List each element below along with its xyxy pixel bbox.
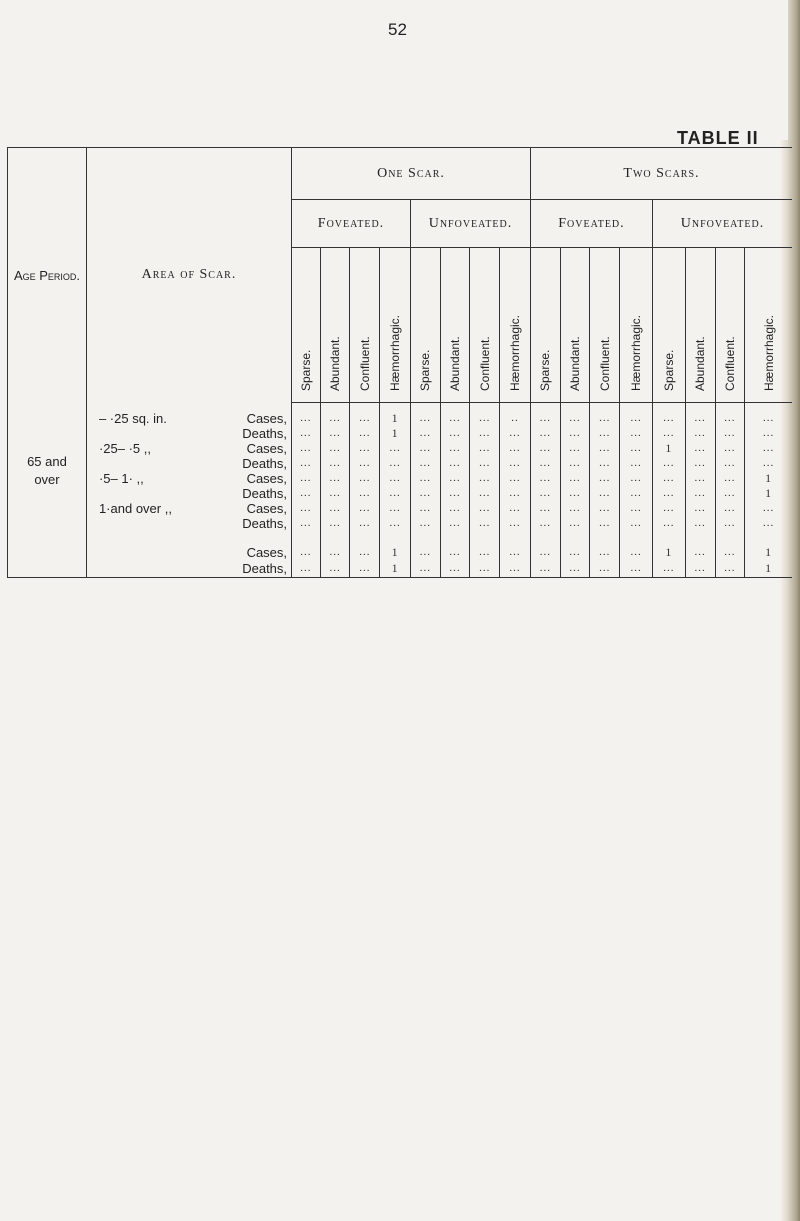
data-cell: ... bbox=[715, 426, 745, 441]
data-cell: ... bbox=[715, 501, 745, 516]
column-header bbox=[292, 248, 321, 403]
totals-cell: 1 bbox=[665, 545, 673, 559]
totals-cell: 1 bbox=[745, 561, 792, 578]
totals-kind-label: Cases, bbox=[246, 544, 288, 560]
data-cell: ... bbox=[620, 411, 653, 426]
data-cell: ... bbox=[560, 441, 590, 456]
data-cell: ... bbox=[300, 486, 312, 499]
column-header-label: Confluent. bbox=[597, 336, 612, 391]
data-cell: ... bbox=[300, 471, 312, 484]
data-cell: ... bbox=[620, 456, 653, 471]
data-cell: ... bbox=[470, 486, 500, 501]
totals-cell: ... bbox=[292, 561, 321, 578]
totals-cell: 1 bbox=[380, 561, 411, 578]
column-header bbox=[530, 248, 560, 403]
row-kind-label: Deaths, bbox=[242, 425, 288, 441]
row-kind-label: Cases, bbox=[246, 410, 288, 426]
totals-kind-label: Deaths, bbox=[242, 560, 288, 576]
data-cell: ... bbox=[440, 411, 470, 426]
column-header bbox=[320, 248, 350, 403]
row-kind-label: Deaths, bbox=[242, 515, 288, 531]
area-cell bbox=[86, 411, 291, 426]
data-cell: ... bbox=[685, 411, 715, 426]
row-kind-label: Deaths, bbox=[242, 485, 288, 501]
data-cell: ... bbox=[500, 516, 531, 531]
age-period-label: 65 and over bbox=[27, 453, 67, 487]
data-cell: ... bbox=[539, 516, 551, 529]
data-cell: ... bbox=[560, 471, 590, 486]
data-cell: ... bbox=[440, 471, 470, 486]
column-header bbox=[440, 248, 470, 403]
data-cell: ... bbox=[419, 516, 431, 529]
totals-cell: ... bbox=[320, 545, 350, 561]
column-header bbox=[500, 248, 531, 403]
row-kind-label: Deaths, bbox=[242, 455, 288, 471]
area-cell bbox=[86, 441, 291, 456]
totals-cell: ... bbox=[685, 545, 715, 561]
data-cell: ... bbox=[500, 426, 531, 441]
empty-cell bbox=[8, 561, 87, 578]
data-cell: ... bbox=[350, 456, 380, 471]
data-cell: 1 bbox=[380, 426, 411, 441]
data-cell: ... bbox=[419, 471, 431, 484]
area-cell bbox=[86, 426, 291, 441]
data-cell: ... bbox=[685, 456, 715, 471]
data-cell: ... bbox=[685, 501, 715, 516]
data-cell: ... bbox=[320, 471, 350, 486]
data-cell: ... bbox=[300, 411, 312, 424]
data-cell: ... bbox=[419, 501, 431, 514]
column-header bbox=[620, 248, 653, 403]
column-header-label: Hæmorrhagic. bbox=[508, 314, 523, 391]
data-cell: ... bbox=[440, 456, 470, 471]
data-cell: ... bbox=[590, 426, 620, 441]
column-header bbox=[590, 248, 620, 403]
data-cell: ... bbox=[470, 456, 500, 471]
totals-row bbox=[8, 545, 793, 561]
totals-cell: ... bbox=[470, 545, 500, 561]
table-row bbox=[8, 456, 793, 471]
data-cell: ... bbox=[663, 471, 675, 484]
data-cell: ... bbox=[663, 456, 675, 469]
data-cell: ... bbox=[685, 441, 715, 456]
column-header bbox=[380, 248, 411, 403]
data-cell: ... bbox=[590, 471, 620, 486]
data-cell: ... bbox=[300, 426, 312, 439]
data-cell: ... bbox=[350, 516, 380, 531]
data-cell: ... bbox=[590, 486, 620, 501]
data-cell: ... bbox=[320, 456, 350, 471]
totals-cell: 1 bbox=[745, 545, 792, 561]
table-row bbox=[8, 441, 793, 456]
totals-row bbox=[8, 561, 793, 578]
data-cell: ... bbox=[560, 456, 590, 471]
totals-cell: ... bbox=[500, 545, 531, 561]
data-cell: ... bbox=[715, 471, 745, 486]
table-row bbox=[8, 471, 793, 486]
column-header bbox=[350, 248, 380, 403]
data-cell: ... bbox=[560, 501, 590, 516]
area-cell bbox=[86, 516, 291, 531]
data-cell: ... bbox=[715, 441, 745, 456]
totals-cell: ... bbox=[620, 545, 653, 561]
data-cell: ... bbox=[620, 426, 653, 441]
data-cell: ... bbox=[560, 486, 590, 501]
totals-cell: ... bbox=[300, 546, 312, 558]
totals-cell: ... bbox=[590, 561, 620, 578]
data-cell: ... bbox=[685, 516, 715, 531]
column-header-label: Abundant. bbox=[448, 336, 463, 391]
column-header-label: Sparse. bbox=[298, 349, 313, 391]
data-cell: ... bbox=[470, 516, 500, 531]
data-cell: ... bbox=[620, 441, 653, 456]
area-cell bbox=[86, 486, 291, 501]
data-cell: ... bbox=[350, 471, 380, 486]
totals-cell: ... bbox=[652, 561, 685, 578]
table-title: TABLE II bbox=[677, 128, 759, 148]
table-row bbox=[8, 486, 793, 501]
data-cell: ... bbox=[380, 486, 411, 501]
age-period-cell bbox=[8, 411, 87, 531]
column-header bbox=[745, 248, 792, 403]
row-kind-label: Cases, bbox=[246, 440, 288, 456]
data-cell: ... bbox=[500, 441, 531, 456]
column-header bbox=[560, 248, 590, 403]
data-cell: ... bbox=[685, 426, 715, 441]
data-cell: ... bbox=[620, 471, 653, 486]
data-cell: ... bbox=[350, 501, 380, 516]
data-cell: ... bbox=[300, 516, 312, 529]
two-scars-header: Two Scars. bbox=[530, 148, 792, 200]
data-cell: ... bbox=[620, 486, 653, 501]
totals-cell: ... bbox=[419, 546, 431, 558]
area-cell bbox=[86, 471, 291, 486]
column-header-label: Confluent. bbox=[357, 336, 372, 391]
data-cell: ... bbox=[663, 516, 675, 529]
column-header-label: Confluent. bbox=[477, 336, 492, 391]
data-cell: ... bbox=[745, 441, 792, 456]
age-period-header: Age Period. bbox=[8, 148, 87, 403]
totals-label-cell bbox=[86, 545, 291, 561]
data-cell: ... bbox=[620, 501, 653, 516]
totals-cell: 1 bbox=[380, 545, 411, 561]
totals-cell: ... bbox=[410, 561, 440, 578]
data-cell: ... bbox=[300, 501, 312, 514]
data-cell: ... bbox=[320, 516, 350, 531]
totals-cell: ... bbox=[500, 561, 531, 578]
area-label: ·25– ·5 ,, bbox=[98, 440, 151, 456]
data-cell: ... bbox=[745, 456, 792, 471]
data-cell: ... bbox=[715, 486, 745, 501]
totals-cell: ... bbox=[440, 545, 470, 561]
data-cell: ... bbox=[320, 441, 350, 456]
data-cell: ... bbox=[500, 501, 531, 516]
data-cell: ... bbox=[440, 516, 470, 531]
data-cell: ... bbox=[590, 456, 620, 471]
column-header-label: Sparse. bbox=[538, 349, 553, 391]
data-cell: ... bbox=[715, 516, 745, 531]
data-cell: ... bbox=[300, 456, 312, 469]
data-cell: ... bbox=[539, 486, 551, 499]
data-cell: ... bbox=[320, 411, 350, 426]
data-cell: ... bbox=[470, 441, 500, 456]
column-header bbox=[685, 248, 715, 403]
data-cell: ... bbox=[470, 411, 500, 426]
data-cell: ... bbox=[320, 501, 350, 516]
column-header-label: Sparse. bbox=[418, 349, 433, 391]
data-cell: 1 bbox=[380, 411, 411, 426]
data-cell: ... bbox=[350, 486, 380, 501]
data-cell: ... bbox=[350, 411, 380, 426]
totals-cell: ... bbox=[530, 561, 560, 578]
data-cell: ... bbox=[440, 426, 470, 441]
column-header-label: Abundant. bbox=[693, 336, 708, 391]
data-cell: ... bbox=[320, 426, 350, 441]
data-cell: ... bbox=[715, 456, 745, 471]
data-cell: ... bbox=[745, 426, 792, 441]
data-cell: ... bbox=[539, 501, 551, 514]
data-cell: 1 bbox=[665, 440, 673, 455]
column-header-label: Abundant. bbox=[568, 336, 583, 391]
area-cell bbox=[86, 456, 291, 471]
data-table bbox=[7, 147, 792, 578]
column-header bbox=[410, 248, 440, 403]
table-row bbox=[8, 516, 793, 531]
column-header-label: Hæmorrhagic. bbox=[761, 314, 776, 391]
area-of-scar-header: Area of Scar. bbox=[86, 148, 291, 403]
column-header-label: Sparse. bbox=[661, 349, 676, 391]
data-cell: ... bbox=[745, 516, 792, 531]
data-cell: ... bbox=[350, 441, 380, 456]
data-cell: ... bbox=[419, 426, 431, 439]
data-cell: 1 bbox=[745, 486, 792, 501]
one-scar-unfoveated-header: Unfoveated. bbox=[410, 200, 530, 248]
column-header bbox=[470, 248, 500, 403]
totals-cell: ... bbox=[320, 561, 350, 578]
data-cell: ... bbox=[440, 501, 470, 516]
column-header-label: Hæmorrhagic. bbox=[629, 314, 644, 391]
two-scars-foveated-header: Foveated. bbox=[530, 200, 652, 248]
data-cell: ... bbox=[663, 426, 675, 439]
totals-cell: ... bbox=[440, 561, 470, 578]
empty-cell bbox=[8, 545, 87, 561]
totals-label-cell bbox=[86, 561, 291, 578]
page-number: 52 bbox=[388, 20, 407, 39]
totals-cell: ... bbox=[620, 561, 653, 578]
data-cell: ... bbox=[685, 471, 715, 486]
data-cell: ... bbox=[620, 516, 653, 531]
column-header bbox=[652, 248, 685, 403]
table-row bbox=[8, 411, 793, 426]
data-cell: ... bbox=[745, 501, 792, 516]
data-cell: ... bbox=[470, 501, 500, 516]
data-cell: ... bbox=[470, 426, 500, 441]
table-row bbox=[8, 501, 793, 516]
data-cell: ... bbox=[745, 411, 792, 426]
data-cell: ... bbox=[590, 441, 620, 456]
column-header bbox=[715, 248, 745, 403]
data-cell: ... bbox=[560, 426, 590, 441]
data-cell: ... bbox=[380, 501, 411, 516]
data-cell: ... bbox=[663, 501, 675, 514]
totals-cell: ... bbox=[560, 545, 590, 561]
data-cell: ... bbox=[539, 426, 551, 439]
data-cell: ... bbox=[500, 486, 531, 501]
area-label: – ·25 sq. in. bbox=[98, 410, 167, 426]
data-cell: ... bbox=[419, 411, 431, 424]
data-cell: ... bbox=[440, 486, 470, 501]
column-header-label: Abundant. bbox=[328, 336, 343, 391]
data-cell: ... bbox=[470, 471, 500, 486]
data-cell: ... bbox=[419, 456, 431, 469]
data-cell: ... bbox=[419, 441, 431, 454]
data-cell: ... bbox=[320, 486, 350, 501]
area-label: 1·and over ,, bbox=[98, 500, 172, 516]
table-row bbox=[8, 426, 793, 441]
totals-cell: ... bbox=[470, 561, 500, 578]
totals-cell: ... bbox=[560, 561, 590, 578]
totals-cell: ... bbox=[539, 546, 551, 558]
row-kind-label: Cases, bbox=[246, 500, 288, 516]
data-cell: ... bbox=[300, 441, 312, 454]
data-cell: ... bbox=[350, 426, 380, 441]
row-kind-label: Cases, bbox=[246, 470, 288, 486]
data-cell: .. bbox=[500, 411, 531, 426]
data-cell: ... bbox=[590, 516, 620, 531]
data-cell: ... bbox=[500, 456, 531, 471]
data-cell: ... bbox=[539, 456, 551, 469]
data-cell: ... bbox=[560, 411, 590, 426]
data-cell: ... bbox=[663, 486, 675, 499]
totals-cell: ... bbox=[715, 561, 745, 578]
data-cell: ... bbox=[590, 411, 620, 426]
totals-cell: ... bbox=[350, 561, 380, 578]
data-cell: ... bbox=[590, 501, 620, 516]
area-label: ·5– 1· ,, bbox=[98, 470, 144, 486]
one-scar-header: One Scar. bbox=[292, 148, 531, 200]
data-cell: ... bbox=[560, 516, 590, 531]
data-cell: ... bbox=[663, 411, 675, 424]
data-cell: ... bbox=[440, 441, 470, 456]
totals-cell: ... bbox=[590, 545, 620, 561]
data-cell: ... bbox=[539, 441, 551, 454]
column-header-label: Confluent. bbox=[722, 336, 737, 391]
data-cell: ... bbox=[380, 456, 411, 471]
column-header-label: Hæmorrhagic. bbox=[388, 314, 403, 391]
one-scar-foveated-header: Foveated. bbox=[292, 200, 411, 248]
totals-cell: ... bbox=[350, 545, 380, 561]
data-cell: ... bbox=[500, 471, 531, 486]
data-cell: ... bbox=[685, 486, 715, 501]
data-cell: ... bbox=[539, 471, 551, 484]
two-scars-unfoveated-header: Unfoveated. bbox=[652, 200, 792, 248]
data-cell: ... bbox=[380, 516, 411, 531]
data-cell: ... bbox=[539, 411, 551, 424]
totals-cell: ... bbox=[715, 545, 745, 561]
data-cell: 1 bbox=[745, 471, 792, 486]
data-cell: ... bbox=[715, 411, 745, 426]
data-cell: ... bbox=[419, 486, 431, 499]
data-cell: ... bbox=[380, 441, 411, 456]
area-cell bbox=[86, 501, 291, 516]
totals-cell: ... bbox=[685, 561, 715, 578]
data-cell: ... bbox=[380, 471, 411, 486]
